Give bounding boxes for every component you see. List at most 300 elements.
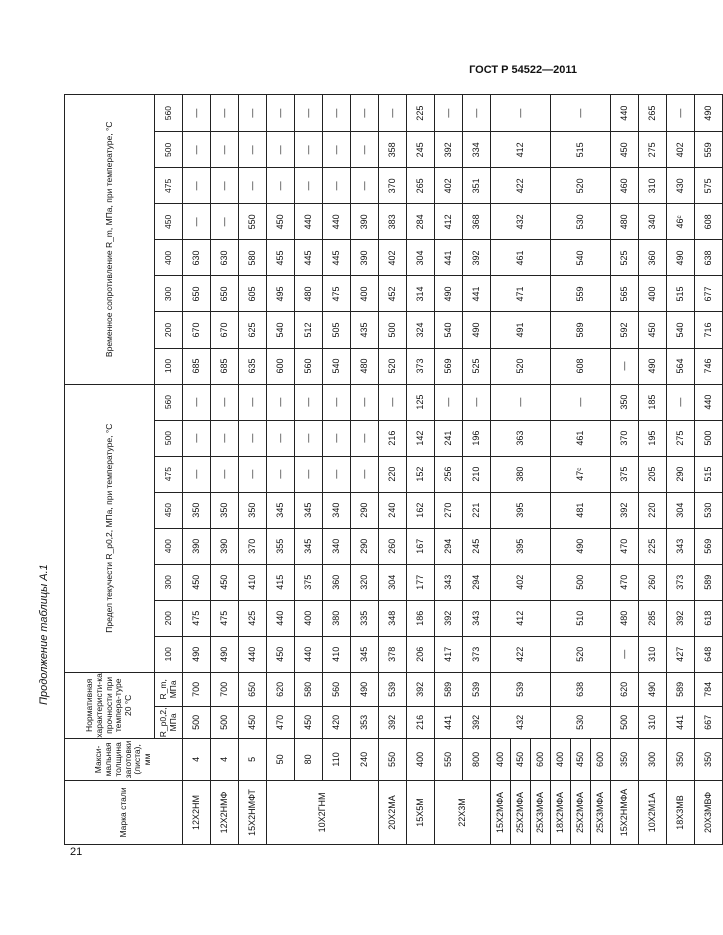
tensile-cell: 540 — [551, 240, 611, 276]
yield-cell: 348 — [379, 600, 407, 636]
tensile-cell: 530 — [551, 204, 611, 240]
yield-cell: 245 — [463, 528, 491, 564]
tensile-cell: 245 — [407, 132, 435, 168]
yield-cell: 343 — [435, 564, 463, 600]
yield-cell: 475 — [183, 600, 211, 636]
tensile-cell: — — [239, 168, 267, 204]
rm-cell: 560 — [323, 672, 351, 706]
tensile-cell: 559 — [551, 276, 611, 312]
tensile-cell: — — [351, 95, 379, 132]
yield-cell: 475 — [211, 600, 239, 636]
yield-cell: 345 — [351, 636, 379, 672]
tensile-cell: — — [351, 132, 379, 168]
thickness-cell: 80 — [295, 738, 323, 780]
tensile-cell: 225 — [407, 95, 435, 132]
yield-cell: 320 — [351, 564, 379, 600]
thickness-cell: 110 — [323, 738, 351, 780]
header-temp-yield-300: 300 — [155, 564, 183, 600]
tensile-cell: 559 — [695, 132, 723, 168]
tensile-cell: 630 — [183, 240, 211, 276]
tensile-cell: 265 — [407, 168, 435, 204]
tensile-cell: — — [351, 168, 379, 204]
yield-cell: 375 — [611, 456, 639, 492]
tensile-cell: 412 — [435, 204, 463, 240]
yield-cell: — — [239, 456, 267, 492]
yield-cell: — — [267, 420, 295, 456]
header-temp-tensile-400: 400 — [155, 240, 183, 276]
table-row — [211, 95, 239, 845]
thickness-cell: 300 — [639, 738, 667, 780]
yield-cell: 461 — [551, 420, 611, 456]
tensile-cell: 575 — [695, 168, 723, 204]
tensile-cell: 392 — [463, 240, 491, 276]
yield-cell: 350 — [239, 492, 267, 528]
tensile-cell: 525 — [463, 348, 491, 384]
tensile-cell: 540 — [267, 312, 295, 348]
thickness-cell: 800 — [463, 738, 491, 780]
tensile-cell: — — [211, 132, 239, 168]
tensile-cell: — — [267, 132, 295, 168]
grade-cell: 10Х2М1А — [639, 780, 667, 844]
rp-cell: 353 — [351, 706, 379, 738]
yield-cell: 440 — [695, 384, 723, 420]
yield-cell: — — [267, 384, 295, 420]
tensile-cell: 746 — [695, 348, 723, 384]
yield-cell: 205 — [639, 456, 667, 492]
header-temp-tensile-560: 560 — [155, 95, 183, 132]
rp-cell: 392 — [463, 706, 491, 738]
yield-cell: — — [295, 384, 323, 420]
rm-cell: 589 — [435, 672, 463, 706]
tensile-cell: 304 — [407, 240, 435, 276]
table-row — [611, 95, 639, 845]
grade-cell: 18Х2МФА — [551, 780, 571, 844]
tensile-cell: 441 — [463, 276, 491, 312]
yield-cell: 373 — [667, 564, 695, 600]
tensile-cell: 490 — [695, 95, 723, 132]
yield-cell: 415 — [267, 564, 295, 600]
tensile-cell: 373 — [407, 348, 435, 384]
table-body — [183, 95, 723, 845]
yield-cell: 392 — [611, 492, 639, 528]
thickness-cell: 240 — [351, 738, 379, 780]
rp-cell: 216 — [407, 706, 435, 738]
tensile-cell: — — [239, 95, 267, 132]
yield-cell: 340 — [323, 492, 351, 528]
yield-cell: 530 — [695, 492, 723, 528]
tensile-cell: 490 — [435, 276, 463, 312]
tensile-cell: 430 — [667, 168, 695, 204]
yield-cell: 47ᶜ — [551, 456, 611, 492]
tensile-cell: 46ᶜ — [667, 204, 695, 240]
tensile-cell: 450 — [611, 132, 639, 168]
tensile-cell: 569 — [435, 348, 463, 384]
yield-cell: 648 — [695, 636, 723, 672]
tensile-cell: 491 — [491, 312, 551, 348]
yield-cell: 304 — [667, 492, 695, 528]
yield-cell: 290 — [351, 528, 379, 564]
thickness-cell: 550 — [379, 738, 407, 780]
rm-cell: 784 — [695, 672, 723, 706]
yield-cell: 241 — [435, 420, 463, 456]
tensile-cell: 471 — [491, 276, 551, 312]
rm-cell: 539 — [379, 672, 407, 706]
yield-cell: 206 — [407, 636, 435, 672]
rm-cell: 650 — [239, 672, 267, 706]
tensile-cell: 685 — [211, 348, 239, 384]
table-row — [351, 95, 379, 845]
tensile-cell: 520 — [551, 168, 611, 204]
rp-cell: 420 — [323, 706, 351, 738]
rm-cell: 490 — [639, 672, 667, 706]
tensile-cell: 334 — [463, 132, 491, 168]
thickness-cell: 400 — [551, 738, 571, 780]
yield-cell: 480 — [611, 600, 639, 636]
standard-number: ГОСТ Р 54522—2011 — [469, 64, 577, 76]
tensile-cell: — — [667, 95, 695, 132]
yield-cell: — — [435, 384, 463, 420]
thickness-cell: 600 — [531, 738, 551, 780]
thickness-cell: 400 — [491, 738, 511, 780]
tensile-cell: 383 — [379, 204, 407, 240]
yield-cell: — — [323, 384, 351, 420]
rm-cell: 700 — [183, 672, 211, 706]
yield-cell: 360 — [323, 564, 351, 600]
yield-cell: 260 — [639, 564, 667, 600]
yield-cell: 481 — [551, 492, 611, 528]
rp-cell: 310 — [639, 706, 667, 738]
yield-cell: 378 — [379, 636, 407, 672]
yield-cell: 162 — [407, 492, 435, 528]
yield-cell: 125 — [407, 384, 435, 420]
grade-cell: 15Х2НМФА — [611, 780, 639, 844]
thickness-cell: 350 — [667, 738, 695, 780]
tensile-cell: 677 — [695, 276, 723, 312]
thickness-cell: 5 — [239, 738, 267, 780]
yield-cell: 225 — [639, 528, 667, 564]
yield-cell: 490 — [551, 528, 611, 564]
yield-cell: 440 — [239, 636, 267, 672]
tensile-cell: — — [323, 168, 351, 204]
header-temp-yield-560: 560 — [155, 384, 183, 420]
yield-cell: 220 — [639, 492, 667, 528]
table-row — [491, 95, 511, 845]
tensile-cell: 461 — [491, 240, 551, 276]
yield-cell: 375 — [295, 564, 323, 600]
grade-cell: 22Х3М — [435, 780, 491, 844]
tensile-cell: 480 — [611, 204, 639, 240]
rp-cell: 500 — [611, 706, 639, 738]
tensile-cell: — — [611, 348, 639, 384]
tensile-cell: 310 — [639, 168, 667, 204]
tensile-cell: 540 — [667, 312, 695, 348]
tensile-cell: — — [183, 132, 211, 168]
yield-cell: 410 — [323, 636, 351, 672]
tensile-cell: 589 — [551, 312, 611, 348]
tensile-cell: — — [551, 95, 611, 132]
tensile-cell: — — [267, 95, 295, 132]
yield-cell: 589 — [695, 564, 723, 600]
rm-cell: 490 — [351, 672, 379, 706]
tensile-cell: 630 — [211, 240, 239, 276]
yield-cell: 152 — [407, 456, 435, 492]
yield-cell: 395 — [491, 528, 551, 564]
rm-cell: 638 — [551, 672, 611, 706]
yield-cell: — — [295, 456, 323, 492]
yield-cell: 500 — [551, 564, 611, 600]
thickness-cell: 50 — [267, 738, 295, 780]
tensile-cell: — — [435, 95, 463, 132]
yield-cell: 345 — [295, 492, 323, 528]
tensile-cell: 441 — [435, 240, 463, 276]
yield-cell: 400 — [295, 600, 323, 636]
tensile-cell: 368 — [463, 204, 491, 240]
yield-cell: 210 — [463, 456, 491, 492]
table-row — [463, 95, 491, 845]
tensile-cell: 525 — [611, 240, 639, 276]
tensile-cell: — — [295, 132, 323, 168]
tensile-cell: 475 — [323, 276, 351, 312]
tensile-cell: — — [323, 132, 351, 168]
thickness-cell: 350 — [695, 738, 723, 780]
yield-cell: 390 — [211, 528, 239, 564]
tensile-cell: 638 — [695, 240, 723, 276]
yield-cell: 196 — [463, 420, 491, 456]
header-temp-yield-200: 200 — [155, 600, 183, 636]
yield-cell: — — [611, 636, 639, 672]
yield-cell: — — [667, 384, 695, 420]
yield-cell: 470 — [611, 528, 639, 564]
rp-cell: 500 — [183, 706, 211, 738]
yield-cell: 412 — [491, 600, 551, 636]
header-temp-yield-450: 450 — [155, 492, 183, 528]
header-temp-tensile-300: 300 — [155, 276, 183, 312]
header-rm: R_m, МПа — [155, 672, 183, 706]
table-row — [239, 95, 267, 845]
yield-cell: 294 — [435, 528, 463, 564]
header-tensile-group: Временное сопротивление R_m, МПа, при температуре, °С — [65, 95, 155, 385]
tensile-cell: 390 — [351, 240, 379, 276]
tensile-cell: 358 — [379, 132, 407, 168]
yield-cell: 450 — [211, 564, 239, 600]
yield-cell: 343 — [463, 600, 491, 636]
tensile-cell: 608 — [551, 348, 611, 384]
table-row — [323, 95, 351, 845]
grade-cell: 20Х3МВФ — [695, 780, 723, 844]
yield-cell: 425 — [239, 600, 267, 636]
tensile-cell: 515 — [667, 276, 695, 312]
tensile-cell: — — [267, 168, 295, 204]
tensile-cell: 490 — [463, 312, 491, 348]
tensile-cell: 512 — [295, 312, 323, 348]
yield-cell: — — [295, 420, 323, 456]
header-temp-yield-500: 500 — [155, 420, 183, 456]
rm-cell: 589 — [667, 672, 695, 706]
tensile-cell: 422 — [491, 168, 551, 204]
yield-cell: 343 — [667, 528, 695, 564]
yield-cell: 260 — [379, 528, 407, 564]
yield-cell: 285 — [639, 600, 667, 636]
tensile-cell: 432 — [491, 204, 551, 240]
yield-cell: 370 — [239, 528, 267, 564]
yield-cell: 569 — [695, 528, 723, 564]
rp-cell: 432 — [491, 706, 551, 738]
yield-cell: 392 — [435, 600, 463, 636]
yield-cell: 310 — [639, 636, 667, 672]
yield-cell: 220 — [379, 456, 407, 492]
yield-cell: 515 — [695, 456, 723, 492]
rp-cell: 667 — [695, 706, 723, 738]
tensile-cell: 480 — [295, 276, 323, 312]
thickness-cell: 600 — [591, 738, 611, 780]
yield-cell: — — [351, 420, 379, 456]
yield-cell: 440 — [295, 636, 323, 672]
tensile-cell: 564 — [667, 348, 695, 384]
yield-cell: 290 — [667, 456, 695, 492]
tensile-cell: — — [183, 168, 211, 204]
header-grade: Марка стали — [65, 780, 183, 844]
rm-cell: 392 — [407, 672, 435, 706]
yield-cell: 345 — [267, 492, 295, 528]
yield-cell: 256 — [435, 456, 463, 492]
tensile-cell: 515 — [551, 132, 611, 168]
tensile-cell: 445 — [295, 240, 323, 276]
yield-cell: — — [183, 456, 211, 492]
yield-cell: 270 — [435, 492, 463, 528]
yield-cell: 185 — [639, 384, 667, 420]
table-row — [695, 95, 723, 845]
tensile-cell: — — [239, 132, 267, 168]
rm-cell: 580 — [295, 672, 323, 706]
tensile-cell: 550 — [239, 204, 267, 240]
yield-cell: 216 — [379, 420, 407, 456]
tensile-cell: 440 — [323, 204, 351, 240]
tensile-cell: 440 — [295, 204, 323, 240]
yield-cell: 392 — [667, 600, 695, 636]
steel-properties-table — [64, 94, 723, 845]
yield-cell: 355 — [267, 528, 295, 564]
tensile-cell: 340 — [639, 204, 667, 240]
yield-cell: 520 — [551, 636, 611, 672]
grade-cell: 25Х3МФА — [591, 780, 611, 844]
table-row — [551, 95, 571, 845]
yield-cell: — — [211, 456, 239, 492]
yield-cell: 402 — [491, 564, 551, 600]
yield-cell: — — [183, 420, 211, 456]
tensile-cell: — — [295, 95, 323, 132]
yield-cell: 340 — [323, 528, 351, 564]
rp-cell: 392 — [379, 706, 407, 738]
rp-cell: 450 — [239, 706, 267, 738]
tensile-cell: 402 — [667, 132, 695, 168]
rm-cell: 620 — [267, 672, 295, 706]
tensile-cell: 440 — [611, 95, 639, 132]
tensile-cell: 360 — [639, 240, 667, 276]
yield-cell: 380 — [491, 456, 551, 492]
tensile-cell: — — [183, 95, 211, 132]
tensile-cell: 390 — [351, 204, 379, 240]
yield-cell: — — [239, 384, 267, 420]
tensile-cell: 520 — [491, 348, 551, 384]
header-temp-tensile-100: 100 — [155, 348, 183, 384]
rp-cell: 441 — [435, 706, 463, 738]
tensile-cell: 608 — [695, 204, 723, 240]
tensile-cell: 505 — [323, 312, 351, 348]
yield-cell: 167 — [407, 528, 435, 564]
tensile-cell: — — [211, 204, 239, 240]
tensile-cell: 450 — [639, 312, 667, 348]
tensile-cell: 402 — [379, 240, 407, 276]
grade-cell: 15Х2МФА — [491, 780, 511, 844]
yield-cell: 142 — [407, 420, 435, 456]
tensile-cell: 480 — [351, 348, 379, 384]
yield-cell: 240 — [379, 492, 407, 528]
yield-cell: 304 — [379, 564, 407, 600]
yield-cell: 350 — [183, 492, 211, 528]
tensile-cell: 670 — [183, 312, 211, 348]
rm-cell: 700 — [211, 672, 239, 706]
tensile-cell: 265 — [639, 95, 667, 132]
yield-cell: 345 — [295, 528, 323, 564]
yield-cell: 350 — [611, 384, 639, 420]
thickness-cell: 350 — [611, 738, 639, 780]
tensile-cell: 560 — [295, 348, 323, 384]
tensile-cell: 565 — [611, 276, 639, 312]
header-rp: R_p0,2, МПа — [155, 706, 183, 738]
yield-cell: — — [323, 420, 351, 456]
grade-cell: 18Х3МВ — [667, 780, 695, 844]
grade-cell: 15Х2НМФТ — [239, 780, 267, 844]
yield-cell: 410 — [239, 564, 267, 600]
yield-cell: 350 — [211, 492, 239, 528]
yield-cell: 510 — [551, 600, 611, 636]
thickness-cell: 4 — [211, 738, 239, 780]
tensile-cell: — — [183, 204, 211, 240]
tensile-cell: 716 — [695, 312, 723, 348]
tensile-cell: — — [211, 168, 239, 204]
yield-cell: 275 — [667, 420, 695, 456]
tensile-cell: — — [211, 95, 239, 132]
yield-cell: 500 — [695, 420, 723, 456]
tensile-cell: 445 — [323, 240, 351, 276]
rotated-table-wrapper — [64, 94, 714, 845]
yield-cell: — — [323, 456, 351, 492]
yield-cell: 221 — [463, 492, 491, 528]
rp-cell: 530 — [551, 706, 611, 738]
tensile-cell: 605 — [239, 276, 267, 312]
yield-cell: — — [379, 384, 407, 420]
grade-cell: 10Х2ГНМ — [267, 780, 379, 844]
tensile-cell: 650 — [211, 276, 239, 312]
tensile-cell: 580 — [239, 240, 267, 276]
header-temp-tensile-450: 450 — [155, 204, 183, 240]
header-temp-yield-100: 100 — [155, 636, 183, 672]
page-number: 21 — [70, 846, 83, 858]
yield-cell: 490 — [183, 636, 211, 672]
header-temp-yield-475: 475 — [155, 456, 183, 492]
thickness-cell: 550 — [435, 738, 463, 780]
yield-cell: 470 — [611, 564, 639, 600]
table-head — [65, 95, 183, 845]
tensile-cell: 600 — [267, 348, 295, 384]
yield-cell: — — [463, 384, 491, 420]
tensile-cell: — — [463, 95, 491, 132]
grade-cell: 25Х3МФА — [531, 780, 551, 844]
table-row — [295, 95, 323, 845]
yield-cell: 395 — [491, 492, 551, 528]
tensile-cell: 540 — [323, 348, 351, 384]
tensile-cell: 650 — [183, 276, 211, 312]
